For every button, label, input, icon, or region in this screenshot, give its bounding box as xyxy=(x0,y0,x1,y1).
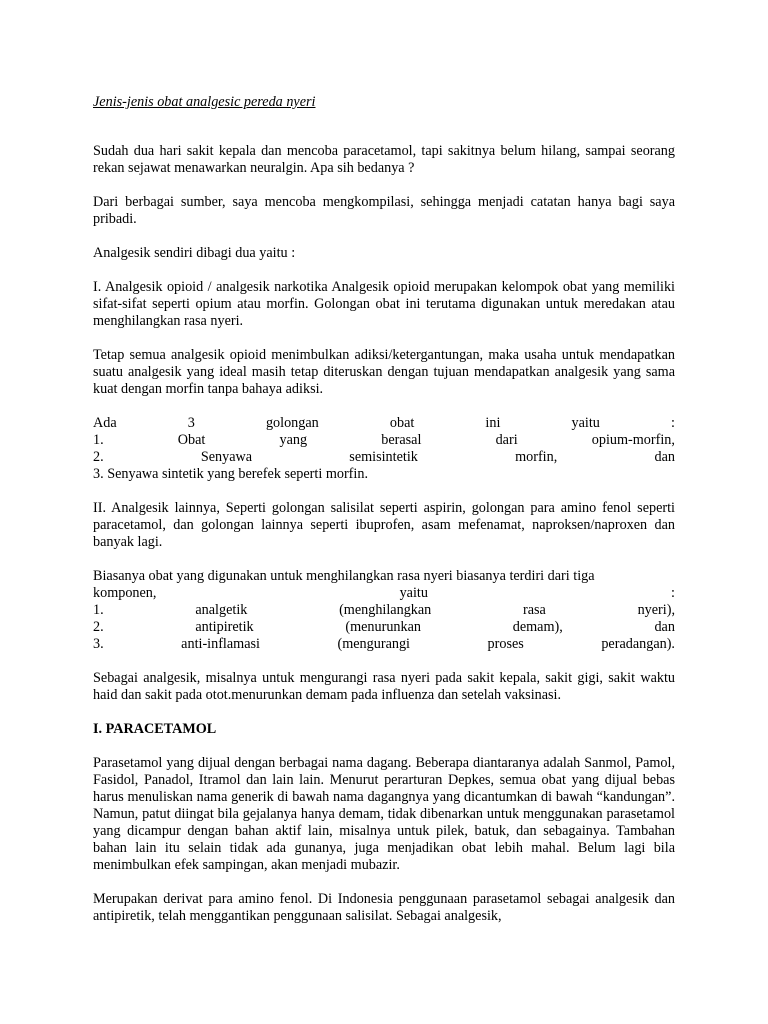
word: peradangan). xyxy=(601,636,675,652)
paragraph-division: Analgesik sendiri dibagi dua yaitu : xyxy=(93,245,296,261)
word: ini xyxy=(485,415,501,431)
opioid-list-item-1 xyxy=(93,432,675,449)
word: : xyxy=(671,415,675,431)
word: 1. xyxy=(93,432,104,448)
paragraph-paracetamol-brands: Parasetamol yang dijual dengan berbagai nama dagang. Beberapa diantaranya adalah Sanmol, Pamol, Fasidol, Panadol, Itramol dan lain lain. Menurut perarturan Depkes, semua obat yang dijual bebas harus menuliskan nama generik di bawah nama dagangnya yang dicantumkan di bawah “kandungan”. Namun, patut diingat bila gejalanya hanya demam, tidak dibenarkan untuk menggunakan parasetamol yang dicampur dengan bahan aktif lain, misalnya untuk pilek, batuk, dan sebagainya. Tambahan bahan lain itu selain tidak ada gunanya, juga menjadikan obat lebih mahal. Belum lagi bila menimbulkan efek sampingan, akan menjadi mubazir. xyxy=(93,755,675,873)
components-list-item-3 xyxy=(93,636,675,653)
paragraph-opioid: I. Analgesik opioid / analgesik narkotika Analgesik opioid merupakan kelompok obat yang memiliki sifat-sifat seperti opium atau morfin. Golongan obat ini terutama digunakan untuk meredakan atau menghilangkan rasa nyeri. xyxy=(93,279,675,329)
word: analgetik xyxy=(195,602,248,618)
word: dari xyxy=(495,432,518,448)
paragraph-sources: Dari berbagai sumber, saya mencoba mengkompilasi, sehingga menjadi catatan hanya bagi saya pribadi. xyxy=(93,194,675,227)
word: 2. xyxy=(93,449,104,465)
word: obat xyxy=(389,415,415,431)
opioid-list-item-2 xyxy=(93,449,675,466)
paragraph-paracetamol-derivative: Merupakan derivat para amino fenol. Di Indonesia penggunaan parasetamol sebagai analgesik dan antipiretik, telah menggantikan penggunaan salisilat. Sebagai analgesik, xyxy=(93,891,675,924)
document-title: Jenis-jenis obat analgesic pereda nyeri xyxy=(93,94,316,110)
word: yaitu xyxy=(571,415,600,431)
word: Obat xyxy=(177,432,206,448)
word: : xyxy=(671,585,675,601)
paragraph-other-analgesics: II. Analgesik lainnya, Seperti golongan salisilat seperti aspirin, golongan para amino fenol seperti paracetamol, dan golongan lainnya seperti ibuprofen, asam mefenamat, naproksen/naproxen dan banyak lagi. xyxy=(93,500,675,550)
components-intro: Biasanya obat yang digunakan untuk menghilangkan rasa nyeri biasanya terdiri dari tiga xyxy=(93,568,595,584)
word: yang xyxy=(279,432,308,448)
word: nyeri), xyxy=(637,602,675,618)
word: 3 xyxy=(187,415,195,431)
word: komponen, xyxy=(93,585,157,601)
word: (menurunkan xyxy=(345,619,422,635)
section-heading-paracetamol: I. PARACETAMOL xyxy=(93,721,217,737)
word: 2. xyxy=(93,619,104,635)
word: Senyawa xyxy=(200,449,253,465)
paragraph-intro: Sudah dua hari sakit kepala dan mencoba paracetamol, tapi sakitnya belum hilang, sampai seorang rekan sejawat menawarkan neuralgin. Apa sih bedanya ? xyxy=(93,143,675,176)
components-list-item-2 xyxy=(93,619,675,636)
word: rasa xyxy=(523,602,546,618)
components-list xyxy=(93,568,675,653)
paragraph-addiction: Tetap semua analgesik opioid menimbulkan adiksi/ketergantungan, maka usaha untuk mendapatkan suatu analgesik yang ideal masih tetap diteruskan dengan tujuan mendapatkan analgesik yang sama kuat dengan morfin tanpa bahaya adiksi. xyxy=(93,347,675,397)
word: demam), xyxy=(512,619,563,635)
word: 1. xyxy=(93,602,104,618)
word: dan xyxy=(654,619,675,635)
components-list-item-1 xyxy=(93,602,675,619)
word: yaitu xyxy=(399,585,428,601)
word: morfin, xyxy=(515,449,558,465)
word: dan xyxy=(654,449,675,465)
word: semisintetik xyxy=(349,449,418,465)
word: opium-morfin, xyxy=(591,432,675,448)
word: berasal xyxy=(381,432,422,448)
opioid-list xyxy=(93,415,675,483)
word: anti-inflamasi xyxy=(181,636,260,652)
list-item-text: 3. Senyawa sintetik yang berefek seperti morfin. xyxy=(93,466,368,482)
word: proses xyxy=(487,636,524,652)
word: (menghilangkan xyxy=(339,602,432,618)
paragraph-usage: Sebagai analgesik, misalnya untuk mengurangi rasa nyeri pada sakit kepala, sakit gigi, sakit waktu haid dan sakit pada otot.menurunkan demam pada influenza dan setelah vaksinasi. xyxy=(93,670,675,703)
word: Ada xyxy=(93,415,117,431)
opioid-list-intro xyxy=(93,415,675,432)
word: 3. xyxy=(93,636,104,652)
opioid-list-item-3 xyxy=(93,466,675,483)
word: antipiretik xyxy=(195,619,254,635)
word: (mengurangi xyxy=(337,636,410,652)
word: golongan xyxy=(265,415,319,431)
components-list-intro xyxy=(93,585,675,602)
